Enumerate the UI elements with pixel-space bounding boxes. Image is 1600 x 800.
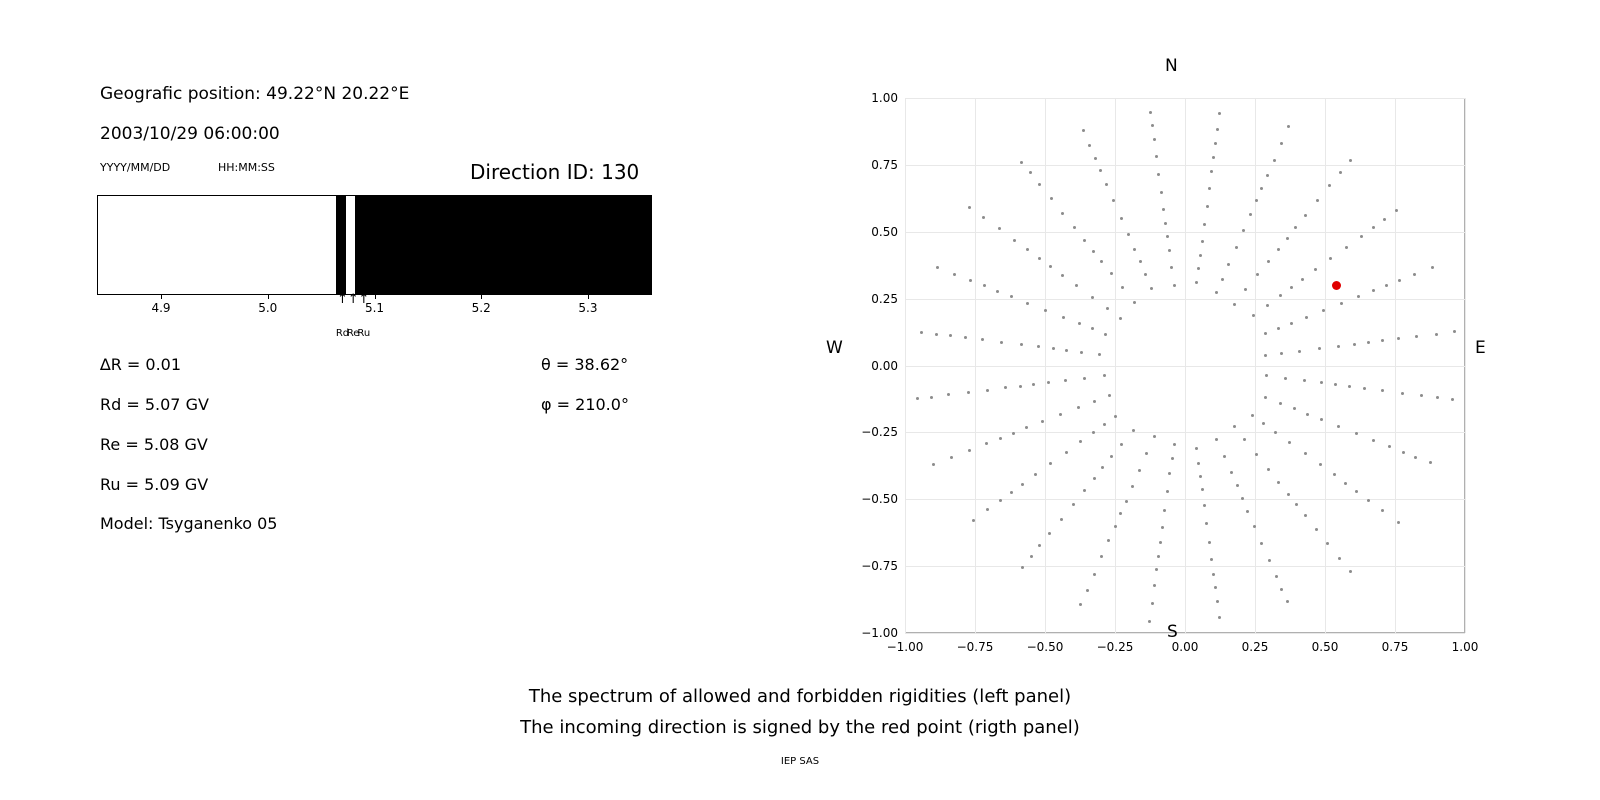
y-tick-label: −0.50 [861, 492, 898, 507]
spectrum-xtick-label: 5.0 [258, 301, 278, 315]
grid-line-horizontal [905, 165, 1465, 166]
direction-point [1103, 423, 1106, 426]
model-value: Model: Tsyganenko 05 [100, 514, 278, 533]
spectrum-xtick-label: 5.2 [471, 301, 491, 315]
direction-point [1019, 385, 1022, 388]
spectrum-band-forbidden [355, 196, 652, 294]
direction-id-label: Direction ID: 130 [470, 160, 640, 184]
spectrum-xtick [161, 295, 162, 299]
direction-point [1268, 559, 1271, 562]
direction-point [964, 336, 967, 339]
spectrum-xtick-label: 5.1 [364, 301, 385, 315]
y-tick-label: −0.75 [861, 559, 898, 574]
direction-point [1360, 235, 1363, 238]
direction-point [1077, 406, 1080, 409]
direction-point [1339, 171, 1342, 174]
direction-point [1197, 267, 1200, 270]
x-tick-label: −1.00 [886, 640, 924, 654]
direction-point [1083, 377, 1086, 380]
right-panel [820, 50, 1520, 654]
direction-point [1108, 394, 1111, 397]
direction-point [1157, 555, 1160, 558]
direction-point [1062, 316, 1065, 319]
direction-point [1138, 469, 1141, 472]
compass-north-label: N [1165, 56, 1178, 76]
grid-line-vertical [1465, 98, 1466, 633]
direction-point [1206, 205, 1209, 208]
direction-point [968, 206, 971, 209]
spectrum-band-forbidden [336, 196, 346, 294]
direction-point [1094, 157, 1097, 160]
direction-point [1287, 493, 1290, 496]
direction-point [1212, 573, 1215, 576]
direction-point [1255, 453, 1258, 456]
direction-point [1337, 345, 1340, 348]
direction-point [1153, 138, 1156, 141]
grid-line-horizontal [905, 432, 1465, 433]
direction-point [1197, 462, 1200, 465]
direction-point [1397, 521, 1400, 524]
datetime-value: 2003/10/29 06:00:00 [100, 124, 280, 144]
direction-point [1264, 396, 1267, 399]
direction-point [1125, 500, 1128, 503]
direction-point [1020, 343, 1023, 346]
direction-point [1083, 489, 1086, 492]
direction-point [1050, 197, 1053, 200]
direction-point [1266, 304, 1269, 307]
theta-value: θ = 38.62° [541, 355, 629, 374]
direction-point [1286, 237, 1289, 240]
direction-point [1273, 159, 1276, 162]
direction-point [1253, 525, 1256, 528]
time-format-label: HH:MM:SS [218, 161, 275, 174]
direction-point [1355, 432, 1358, 435]
y-tick-label: −0.25 [861, 425, 898, 440]
spectrum-marker-arrow-Ru: ↑ [358, 292, 370, 307]
direction-point [1092, 250, 1095, 253]
direction-point [1010, 491, 1013, 494]
direction-point [1260, 542, 1263, 545]
direction-point [1060, 518, 1063, 521]
grid-line-horizontal [905, 366, 1465, 367]
direction-point [1153, 584, 1156, 587]
direction-point [1429, 461, 1432, 464]
direction-point [936, 266, 939, 269]
direction-point [1275, 575, 1278, 578]
direction-point [1348, 385, 1351, 388]
direction-point [1132, 429, 1135, 432]
direction-point [967, 391, 970, 394]
direction-point [1010, 295, 1013, 298]
direction-point [1199, 254, 1202, 257]
direction-point [1171, 457, 1174, 460]
direction-point [1353, 343, 1356, 346]
direction-point [1252, 314, 1255, 317]
delta-r-value: ∆R = 0.01 [100, 355, 182, 374]
spectrum-marker-arrow-Rd: ↑ [337, 292, 348, 307]
direction-point [1120, 217, 1123, 220]
direction-point [1451, 398, 1454, 401]
phi-value: φ = 210.0° [541, 395, 629, 414]
direction-point [1274, 431, 1277, 434]
direction-point [1236, 484, 1239, 487]
direction-point [1106, 307, 1109, 310]
direction-point [999, 499, 1002, 502]
direction-point [1149, 111, 1152, 114]
y-tick-label: 0.75 [871, 157, 898, 172]
grid-line-horizontal [905, 299, 1465, 300]
spectrum-xtick [375, 295, 376, 299]
direction-point [972, 519, 975, 522]
credit-label: IEP SAS [780, 756, 820, 767]
x-tick-label: 0.75 [1381, 640, 1409, 654]
direction-point [1091, 296, 1094, 299]
direction-point [1305, 316, 1308, 319]
direction-point [1315, 528, 1318, 531]
grid-line-horizontal [905, 633, 1465, 634]
direction-point [1230, 471, 1233, 474]
date-format-label: YYYY/MM/DD [100, 161, 171, 174]
direction-point [1277, 327, 1280, 330]
spectrum-marker-label-Ru: Ru [357, 328, 371, 339]
direction-point [1013, 239, 1016, 242]
direction-point [1026, 302, 1029, 305]
direction-point [1420, 394, 1423, 397]
spectrum-marker-arrow-Re: ↑ [347, 292, 359, 307]
rd-value: Rd = 5.07 GV [100, 395, 209, 414]
direction-point [1021, 483, 1024, 486]
spectrum-xtick [268, 295, 269, 299]
direction-point [1064, 379, 1067, 382]
direction-point [1093, 573, 1096, 576]
direction-point [1201, 240, 1204, 243]
direction-point [1320, 381, 1323, 384]
direction-point [1120, 443, 1123, 446]
y-tick-label: 1.00 [871, 91, 898, 105]
direction-point [1306, 413, 1309, 416]
spectrum-marker-label-Re: Re [346, 328, 360, 339]
direction-point [1038, 257, 1041, 260]
compass-west-label: W [826, 338, 843, 358]
direction-point [1092, 431, 1095, 434]
direction-point [982, 216, 985, 219]
direction-point [1349, 159, 1352, 162]
direction-point [1044, 309, 1047, 312]
direction-point [1083, 239, 1086, 242]
direction-point [1153, 435, 1156, 438]
direction-point [1049, 265, 1052, 268]
spectrum-xtick [588, 295, 589, 299]
direction-point [1337, 425, 1340, 428]
direction-point [999, 437, 1002, 440]
direction-point [1284, 377, 1287, 380]
direction-point [1251, 414, 1254, 417]
x-tick-label: 1.00 [1451, 640, 1479, 654]
direction-point [1059, 413, 1062, 416]
direction-point [996, 290, 999, 293]
direction-point [1093, 477, 1096, 480]
direction-point [1208, 187, 1211, 190]
caption-line-1: The spectrum of allowed and forbidden rigidities (left panel) [528, 686, 1072, 707]
re-value: Re = 5.08 GV [100, 435, 208, 454]
direction-point [1214, 586, 1217, 589]
x-tick-label: −0.50 [1026, 640, 1064, 654]
left-panel [0, 0, 760, 660]
direction-point [1233, 425, 1236, 428]
grid-line-horizontal [905, 566, 1465, 567]
direction-point [1078, 322, 1081, 325]
direction-point [1012, 432, 1015, 435]
direction-point [1065, 451, 1068, 454]
selected-direction-point [1332, 281, 1341, 290]
spectrum-xtick [481, 295, 482, 299]
direction-point [1030, 555, 1033, 558]
direction-point [1267, 468, 1270, 471]
direction-point [1061, 274, 1064, 277]
direction-point [1173, 443, 1176, 446]
direction-point [1402, 451, 1405, 454]
direction-point [1144, 273, 1147, 276]
direction-point [1072, 503, 1075, 506]
spectrum-xtick-label: 4.9 [151, 301, 171, 315]
direction-point [986, 389, 989, 392]
direction-point [1133, 248, 1136, 251]
spectrum-xtick-label: 5.3 [578, 301, 598, 315]
rigidity-spectrum-bar [97, 195, 652, 295]
direction-point [1435, 333, 1438, 336]
grid-line-horizontal [905, 98, 1465, 99]
y-tick-label: −1.00 [861, 626, 898, 640]
x-tick-label: 0.00 [1171, 640, 1199, 654]
direction-point [1290, 322, 1293, 325]
direction-point [1304, 452, 1307, 455]
x-tick-label: −0.75 [956, 640, 994, 654]
x-tick-label: 0.50 [1311, 640, 1339, 654]
direction-point [1216, 600, 1219, 603]
direction-point [1233, 303, 1236, 306]
geographic-position: Geografic position: 49.22°N 20.22°E [100, 84, 410, 104]
direction-point [1235, 246, 1238, 249]
direction-point [1223, 455, 1226, 458]
x-tick-label: −0.25 [1096, 640, 1134, 654]
compass-south-label: S [1167, 622, 1178, 642]
direction-point [1151, 602, 1154, 605]
caption-line-2: The incoming direction is signed by the red point (rigth panel) [520, 717, 1080, 738]
direction-point [1288, 441, 1291, 444]
direction-point [1208, 541, 1211, 544]
direction-point [1086, 589, 1089, 592]
direction-point [1104, 333, 1107, 336]
direction-point [1195, 447, 1198, 450]
y-tick-label: 0.25 [871, 291, 898, 306]
direction-point [1103, 374, 1106, 377]
direction-point [1151, 124, 1154, 127]
direction-point [1098, 353, 1101, 356]
direction-point [1345, 246, 1348, 249]
compass-east-label: E [1475, 338, 1486, 358]
spectrum-marker-label-Rd: Rd [335, 328, 350, 339]
direction-point [1262, 422, 1265, 425]
x-tick-label: 0.25 [1241, 640, 1269, 654]
ru-value: Ru = 5.09 GV [100, 475, 209, 494]
y-tick-label: 0.00 [871, 358, 898, 373]
direction-point [1199, 475, 1202, 478]
direction-point [1155, 155, 1158, 158]
direction-point [1401, 392, 1404, 395]
direction-point [935, 333, 938, 336]
direction-point [1277, 248, 1280, 251]
grid-line-horizontal [905, 499, 1465, 500]
direction-point [1021, 566, 1024, 569]
grid-line-horizontal [905, 232, 1465, 233]
direction-point [1241, 497, 1244, 500]
direction-point [1114, 525, 1117, 528]
direction-point [1221, 278, 1224, 281]
y-tick-label: 0.50 [871, 224, 898, 239]
direction-point [1218, 616, 1221, 619]
